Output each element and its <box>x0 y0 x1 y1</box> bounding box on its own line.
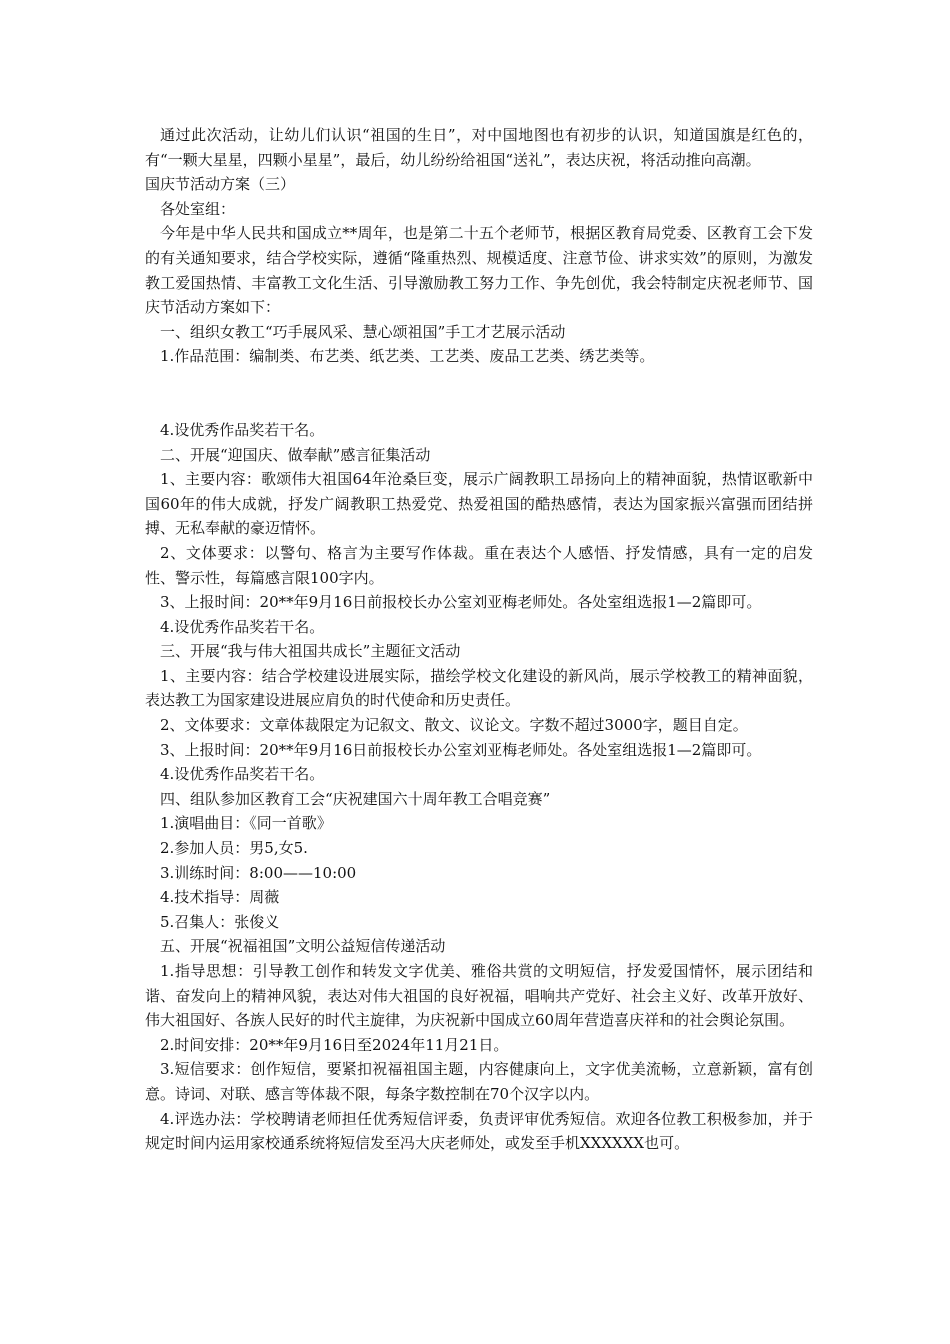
heading-part-1: 一、组织女教工“巧手展风采、慧心颂祖国”手工才艺展示活动 <box>160 322 566 341</box>
list-item: 1.指导思想：引导教工创作和转发文字优美、雅俗共赏的文明短信，抒发爱国情怀，展示团结和谐、奋发向上的精神风貌，表达对伟大祖国的良好祝福，唱响共产党好、社会主义好、改革开放好、伟大祖国好、各族人民好的时代主旋律，为庆祝新中国成立60周年营造喜庆祥和的社会舆论氛围。 <box>145 962 813 1030</box>
heading-part-4: 四、组队参加区教育工会“庆祝建国六十周年教工合唱竞赛” <box>160 789 551 808</box>
list-item: 2.参加人员：男5,女5. <box>160 839 308 858</box>
paragraph-introduction: 今年是中华人民共和国成立**周年，也是第二十五个老师节，根据区教育局党委、区教育工会下发的有关通知要求，结合学校实际，遵循“隆重热烈、规模适度、注意节俭、讲求实效”的原则，为激发教工爱国热情、丰富教工文化生活、引导激励教工努力工作、争先创优，我会特制定庆祝老师节、国庆节活动方案如下： <box>145 224 813 317</box>
list-item: 3.训练时间：8:00——10:00 <box>160 863 357 882</box>
list-item: 3、上报时间：20**年9月16日前报校长办公室刘亚梅老师处。各处室组选报1—2篇即可。 <box>160 593 762 612</box>
list-item: 2.时间安排：20**年9月16日至2024年11月21日。 <box>160 1035 509 1054</box>
list-item: 4.设优秀作品奖若干名。 <box>160 617 325 636</box>
list-item: 2、文体要求：以警句、格言为主要写作体裁。重在表达个人感悟、抒发情感，具有一定的启发性、警示性，每篇感言限100字内。 <box>145 543 813 587</box>
list-item: 1、主要内容：歌颂伟大祖国64年沧桑巨变，展示广阔教职工昂扬向上的精神面貌，热情讴歌新中国60年的伟大成就，抒发广阔教职工热爱党、热爱祖国的酷热感情，表达为国家振兴富强而团结拼搏、无私奉献的豪迈情怀。 <box>145 470 813 538</box>
list-item: 1、主要内容：结合学校建设进展实际，描绘学校文化建设的新风尚，展示学校教工的精神面貌，表达教工为国家建设进展应肩负的时代使命和历史责任。 <box>145 666 813 710</box>
list-item: 4.评选办法：学校聘请老师担任优秀短信评委，负责评审优秀短信。欢迎各位教工积极参加，并于规定时间内运用家校通系统将短信发至冯大庆老师处，或发至手机XXXXXX也可。 <box>145 1109 813 1153</box>
list-item: 5.召集人：张俊义 <box>160 912 280 931</box>
list-item: 1.作品范围：编制类、布艺类、纸艺类、工艺类、废品工艺类、绣艺类等。 <box>160 347 655 366</box>
heading-part-3: 三、开展“我与伟大祖国共成长”主题征文活动 <box>160 642 461 661</box>
section-title: 国庆节活动方案（三） <box>145 175 296 194</box>
list-item: 3、上报时间：20**年9月16日前报校长办公室刘亚梅老师处。各处室组选报1—2篇即可。 <box>160 740 762 759</box>
heading-part-2: 二、开展“迎国庆、做奉献”感言征集活动 <box>160 445 431 464</box>
paragraph-activity-summary: 通过此次活动，让幼儿们认识“祖国的生日”，对中国地图也有初步的认识，知道国旗是红色的，有“一颗大星星，四颗小星星”，最后，幼儿纷纷给祖国“送礼”，表达庆祝，将活动推向高潮。 <box>145 126 813 169</box>
list-item: 4.技术指导：周薇 <box>160 888 280 907</box>
document-body <box>145 123 813 1156</box>
list-item: 1.演唱曲目：《同一首歌》 <box>160 814 332 833</box>
list-item: 2、文体要求：文章体裁限定为记叙文、散文、议论文。字数不超过3000字，题目自定。 <box>160 716 748 735</box>
salutation: 各处室组： <box>160 199 236 218</box>
blank-space <box>145 369 813 418</box>
list-item: 4.设优秀作品奖若干名。 <box>160 420 325 439</box>
list-item: 4.设优秀作品奖若干名。 <box>160 765 325 784</box>
list-item: 3.短信要求：创作短信，要紧扣祝福祖国主题，内容健康向上，文字优美流畅，立意新颖，富有创意。诗词、对联、感言等体裁不限，每条字数控制在70个汉字以内。 <box>145 1060 813 1103</box>
heading-part-5: 五、开展“祝福祖国”文明公益短信传递活动 <box>160 937 446 956</box>
